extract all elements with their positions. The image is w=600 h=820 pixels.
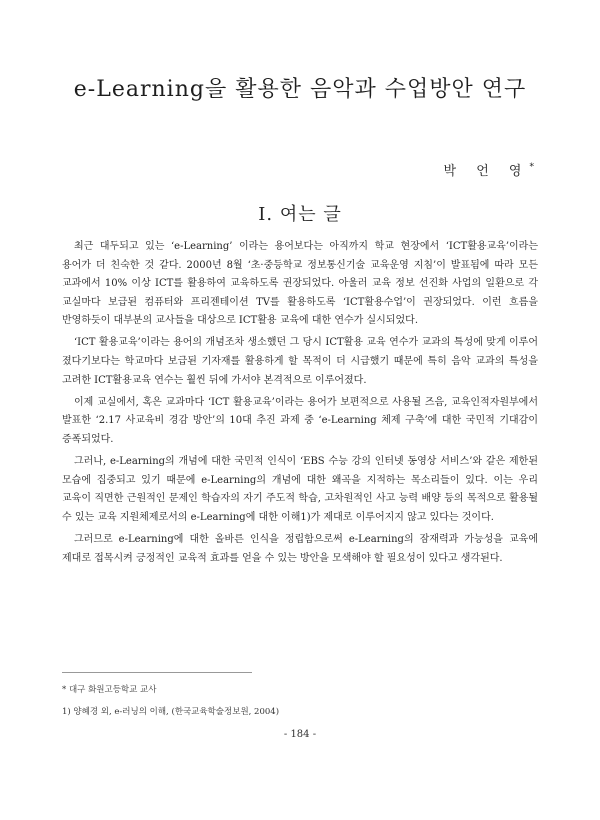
body-text xyxy=(62,238,538,572)
paragraph-4: 그러나, e-Learning의 개념에 대한 국민적 인식이 ‘EBS 수능 강의 인터넷 동영상 서비스’와 같은 제한된 모습에 집중되고 있기 때문에 e-Learning의 개념에 대한 왜곡을 지적하는 목소리들이 있다. 이는 우리 교육이 직면한 근원적인 문제인 학습자의 자기 주도적 학습, 고차원적인 사고 능력 배양 등의 목적으로 활용될 수 있는 교육 지원체제로서의 e-Learning에 대한 이해1)가 제대로 이루어지지 않고 있다는 것이다. xyxy=(62,456,538,523)
author-line xyxy=(444,160,534,179)
footnote-affiliation: * 대구 화원고등학교 교사 xyxy=(62,685,157,695)
paragraph-2: ‘ICT 활용교육’이라는 용어의 개념조차 생소했던 그 당시 ICT활용 교육 연수가 교과의 특성에 맞게 이루어 졌다기보다는 학교마다 보급된 기자재를 활용하게 할 목적이 더 시급했기 때문에 특히 음악 교과의 특성을 고려한 ICT활용교육 연수는 훨씬 뒤에 가서야 본격적으로 이루어졌다. xyxy=(62,337,538,386)
paragraph-3: 이제 교실에서, 혹은 교과마다 ‘ICT 활용교육’이라는 용어가 보편적으로 사용될 즈음, 교육인적자원부에서 발표한 ‘2.17 사교육비 경감 방안’의 10대 추진 과제 중 ‘e-Learning 체제 구축’에 대한 국민적 기대감이 증폭되었다. xyxy=(62,396,538,445)
author-name: 박 언 영 xyxy=(443,164,530,179)
paragraph-5: 그러므로 e-Learning에 대한 올바른 인식을 정립함으로써 e-Learning의 잠재력과 가능성을 교육에 제대로 접목시켜 긍정적인 교육적 효과를 얻을 수 있는 방안을 모색해야 할 필요성이 있다고 생각된다. xyxy=(62,533,538,564)
author-footnote-mark: * xyxy=(529,162,534,173)
section-heading: Ⅰ. 여는 글 xyxy=(258,204,342,225)
footnote-reference-1: 1) 양혜경 외, e-러닝의 이해, (한국교육학술정보원, 2004) xyxy=(62,707,280,717)
footnotes xyxy=(62,679,279,723)
paragraph-1: 최근 대두되고 있는 ‘e-Learning’ 이라는 용어보다는 아직까지 학교 현장에서 ‘ICT활용교육’이라는 용어가 더 친숙한 것 같다. 2000년 8월 ‘초·중등학교 정보통신기술 교육운영 지침’이 발표됨에 따라 모든 교과에서 10% 이상 ICT를 활용하여 교육하도록 권장되었다. 아울러 교육 정보 선진화 사업의 일환으로 각 교실마다 보급된 컴퓨터와 프리젠테이션 TV를 활용하도록 ‘ICT활용수업’이 권장되었다. 이런 흐름을 반영하듯이 대부분의 교사들을 대상으로 ICT활용 교육에 대한 연수가 실시되었다. xyxy=(62,241,538,327)
paper-title: e-Learning을 활용한 음악과 수업방안 연구 xyxy=(73,77,527,102)
page-number: - 184 - xyxy=(283,729,317,740)
footnote-divider xyxy=(62,672,252,673)
